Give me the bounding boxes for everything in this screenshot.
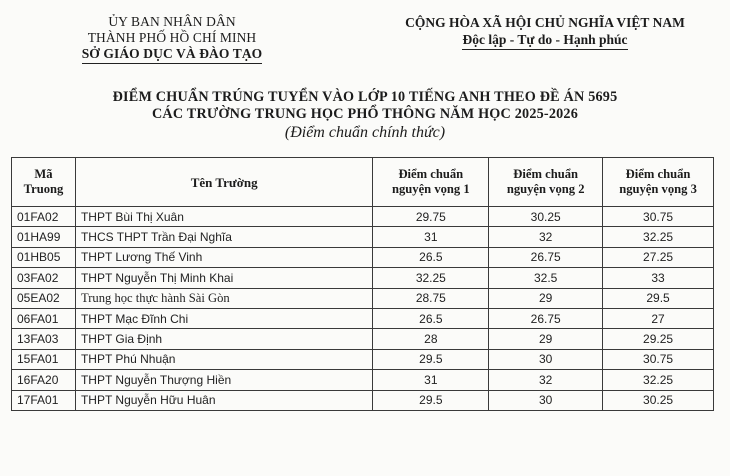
score-nv2: 26.75 xyxy=(489,247,603,267)
school-name: Trung học thực hành Sài Gòn xyxy=(75,288,372,308)
title-subtitle: (Điểm chuẩn chính thức) xyxy=(284,124,446,141)
table-row xyxy=(12,207,714,227)
document-title xyxy=(0,89,730,143)
school-name: THPT Phú Nhuận xyxy=(75,349,372,369)
score-nv2: 30 xyxy=(489,390,603,410)
score-nv2: 30.25 xyxy=(489,207,603,227)
table-row xyxy=(12,370,714,390)
table-row xyxy=(12,288,714,308)
school-name: THCS THPT Trần Đại Nghĩa xyxy=(75,227,372,247)
table-row xyxy=(12,329,714,349)
school-name: THPT Nguyễn Thị Minh Khai xyxy=(75,268,372,288)
table-row xyxy=(12,247,714,267)
school-name: THPT Gia Định xyxy=(75,329,372,349)
score-nv3: 29.25 xyxy=(603,329,714,349)
score-nv3: 30.75 xyxy=(603,207,714,227)
issuer-city: THÀNH PHỐ HỒ CHÍ MINH xyxy=(87,30,257,45)
school-code: 01HA99 xyxy=(12,227,76,247)
issuer-header xyxy=(56,14,288,64)
table-row xyxy=(12,349,714,369)
national-header xyxy=(380,14,710,50)
score-nv1: 29.75 xyxy=(373,207,489,227)
score-nv3: 32.25 xyxy=(603,370,714,390)
school-name: THPT Bùi Thị Xuân xyxy=(75,207,372,227)
score-nv1: 28 xyxy=(373,329,489,349)
table-row xyxy=(12,390,714,410)
school-code: 03FA02 xyxy=(12,268,76,288)
benchmark-score-table xyxy=(11,157,714,411)
header-nv3: Điểm chuẩn nguyện vọng 3 xyxy=(603,158,714,207)
school-code: 01HB05 xyxy=(12,247,76,267)
score-nv1: 31 xyxy=(373,227,489,247)
table-header-row xyxy=(12,158,714,207)
header-nv1: Điểm chuẩn nguyện vọng 1 xyxy=(373,158,489,207)
table-row xyxy=(12,268,714,288)
score-nv3: 29.5 xyxy=(603,288,714,308)
score-nv1: 32.25 xyxy=(373,268,489,288)
score-nv3: 27.25 xyxy=(603,247,714,267)
school-name: THPT Lương Thế Vinh xyxy=(75,247,372,267)
score-nv2: 32 xyxy=(489,370,603,390)
issuer-department: SỞ GIÁO DỤC VÀ ĐÀO TẠO xyxy=(82,46,263,64)
header-school-code: Mã Truong xyxy=(12,158,76,207)
score-nv2: 32.5 xyxy=(489,268,603,288)
title-line-2: CÁC TRƯỜNG TRUNG HỌC PHỔ THÔNG NĂM HỌC 2025-2026 xyxy=(151,106,579,122)
table-row xyxy=(12,308,714,328)
header-nv2: Điểm chuẩn nguyện vọng 2 xyxy=(489,158,603,207)
school-code: 06FA01 xyxy=(12,308,76,328)
table-row xyxy=(12,227,714,247)
header-school-name: Tên Trường xyxy=(75,158,372,207)
score-nv1: 26.5 xyxy=(373,247,489,267)
school-code: 13FA03 xyxy=(12,329,76,349)
score-nv1: 28.75 xyxy=(373,288,489,308)
school-code: 01FA02 xyxy=(12,207,76,227)
score-nv2: 30 xyxy=(489,349,603,369)
school-code: 05EA02 xyxy=(12,288,76,308)
score-nv3: 32.25 xyxy=(603,227,714,247)
school-name: THPT Nguyễn Hữu Huân xyxy=(75,390,372,410)
national-name: CỘNG HÒA XÃ HỘI CHỦ NGHĨA VIỆT NAM xyxy=(405,15,685,30)
score-nv1: 29.5 xyxy=(373,390,489,410)
score-nv2: 26.75 xyxy=(489,308,603,328)
score-nv2: 29 xyxy=(489,329,603,349)
issuer-committee: ỦY BAN NHÂN DÂN xyxy=(108,14,236,29)
national-motto: Độc lập - Tự do - Hạnh phúc xyxy=(462,31,627,50)
score-nv3: 30.25 xyxy=(603,390,714,410)
school-code: 17FA01 xyxy=(12,390,76,410)
score-nv1: 29.5 xyxy=(373,349,489,369)
score-nv2: 29 xyxy=(489,288,603,308)
score-nv3: 33 xyxy=(603,268,714,288)
school-name: THPT Nguyễn Thượng Hiền xyxy=(75,370,372,390)
title-line-1: ĐIỂM CHUẨN TRÚNG TUYỂN VÀO LỚP 10 TIẾNG ANH THEO ĐỀ ÁN 5695 xyxy=(112,89,618,105)
score-nv1: 26.5 xyxy=(373,308,489,328)
school-name: THPT Mạc Đĩnh Chi xyxy=(75,308,372,328)
school-code: 15FA01 xyxy=(12,349,76,369)
score-nv3: 30.75 xyxy=(603,349,714,369)
score-nv2: 32 xyxy=(489,227,603,247)
score-nv3: 27 xyxy=(603,308,714,328)
score-nv1: 31 xyxy=(373,370,489,390)
school-code: 16FA20 xyxy=(12,370,76,390)
